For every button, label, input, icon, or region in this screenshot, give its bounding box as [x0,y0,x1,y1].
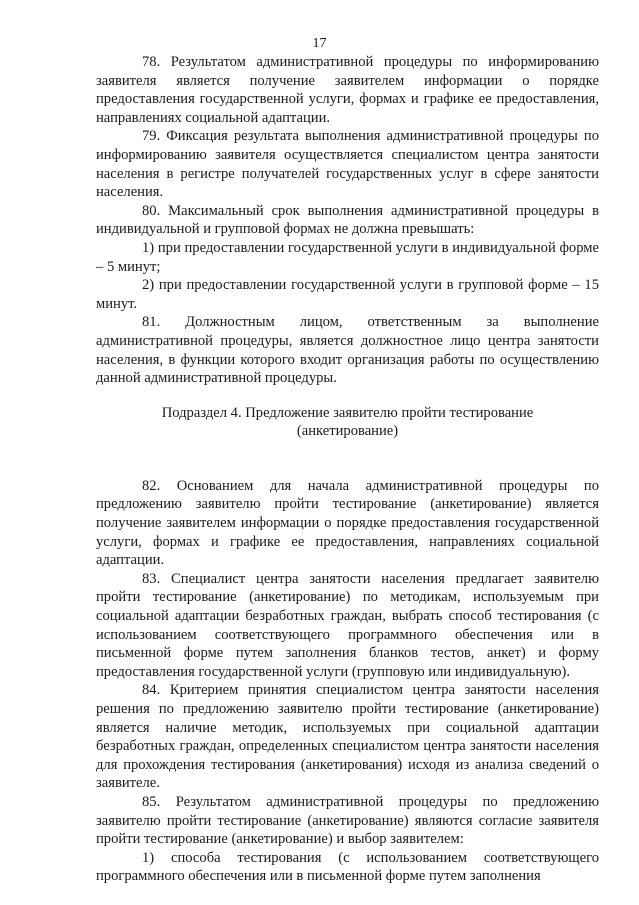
paragraph-82: 82. Основанием для начала административной процедуры по предложению заявителю пройти тестирование (анкетирование) является получение заявителем информации о порядке предоставления государственной услуги, формах и графике ее предоставления, направлениях социальной адаптации. [96,477,599,569]
document-body [96,53,599,886]
paragraph-78: 78. Результатом административной процедуры по информированию заявителя является получение заявителем информации о порядке предоставления государственной услуги, формах и графике ее предоставления, направлениях социальной адаптации. [96,54,599,126]
section-heading-line-2: (анкетирование) [296,423,399,440]
page-number: 17 [312,36,327,51]
paragraph-81: 81. Должностным лицом, ответственным за выполнение административной процедуры, является должностное лицо центра занятости населения, в функции которого входит организация работы по осуществлению данной административной процедуры. [96,314,599,387]
section-heading [96,404,599,441]
paragraph-80-item-1: 1) при предоставлении государственной услуги в индивидуальной форме – 5 минут; [96,239,599,275]
paragraph-79: 79. Фиксация результата выполнения административной процедуры по информированию заявителя осуществляется специалистом центра занятости населения в регистре получателей государственных услуг в сфере занятости населения. [96,128,599,201]
paragraph-84: 84. Критерием принятия специалистом центра занятости населения решения по предложению заявителю пройти тестирование (анкетирование) является наличие методик, используемых при социальной адаптации безработных граждан, определенных специалистом центра занятости населения для прохождения тестирования (анкетирования) исходя из анализа сведений о заявителе. [96,682,599,792]
paragraph-85: 85. Результатом административной процедуры по предложению заявителю пройти тестирование (анкетирование) являются согласие заявителя пройти тестирование (анкетирование) и выбор заявителем: [96,793,599,848]
paragraph-83: 83. Специалист центра занятости населения предлагает заявителю пройти тестирование (анкетирование) по методикам, используемым при социальной адаптации безработных граждан, выбрать способ тестирования (с использованием соответствующего программного обеспечения или в письменной форме путем заполнения бланков тестов, анкет) и форму предоставления государственной услуги (групповую или индивидуальную). [96,570,599,680]
section-heading-line-1: Подраздел 4. Предложение заявителю пройти тестирование [161,404,534,421]
paragraph-80-item-2: 2) при предоставлении государственной услуги в групповой форме – 15 минут. [96,277,599,312]
paragraph-85-item-1: 1) способа тестирования (с использованием соответствующего программного обеспечения или в письменной форме путем заполнения [96,849,599,885]
paragraph-80: 80. Максимальный срок выполнения административной процедуры в индивидуальной и групповой формах не должна превышать: [96,202,599,238]
